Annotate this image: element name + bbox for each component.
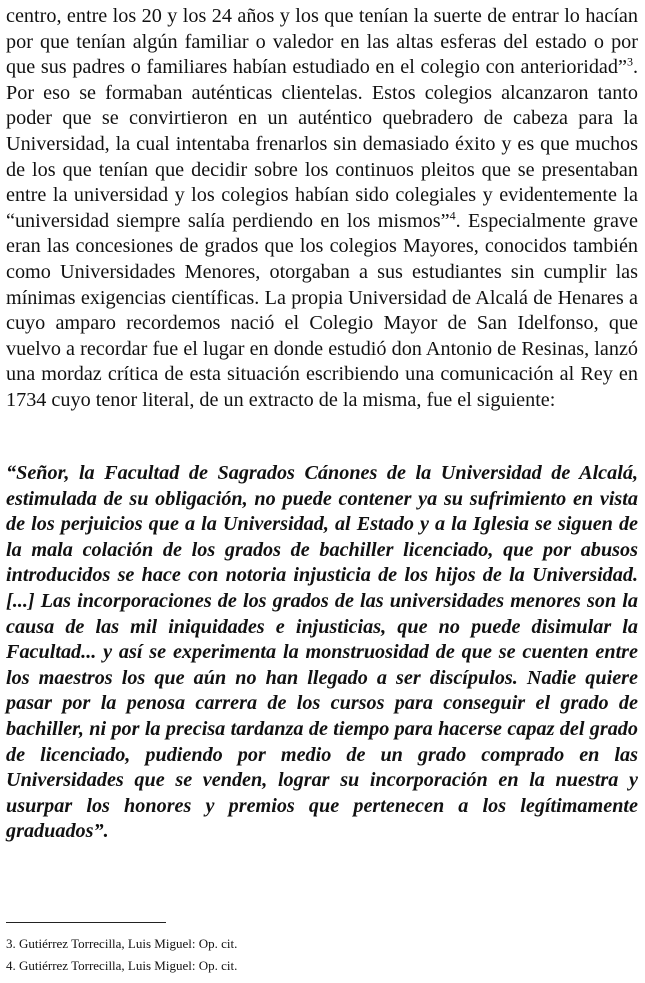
footnote-divider — [6, 922, 166, 923]
footnote-3: 3. Gutiérrez Torrecilla, Luis Miguel: Op. cit. — [6, 936, 238, 951]
body-text-c: . Especialmente grave eran las concesiones de grados que los colegios Mayores, conocidos también como Universidades Menores, otorgaban a sus estudiantes sin cumplir las mínimas exigencias científicas. La propia Universidad de Alcalá de Henares a cuyo amparo recordemos nació el Colegio Mayor de San Idelfonso, que vuelvo a recordar fue el lugar en donde estudió don Antonio de Resinas, lanzó una mordaz crítica de esta situación escribiendo una comunicación al Rey en 1734 cuyo tenor literal, de un extracto de la misma, fue el siguiente: — [6, 209, 638, 411]
footnote-4: 4. Gutiérrez Torrecilla, Luis Miguel: Op. cit. — [6, 958, 238, 973]
body-text-a: centro, entre los 20 y los 24 años y los que tenían la suerte de entrar lo hacían por que tenían algún familiar o valedor en las altas esferas del estado o por que sus padres o familiares habían estudiado en el colegio con anterioridad” — [6, 5, 638, 79]
block-quote: “Señor, la Facultad de Sagrados Cánones de la Universidad de Alcalá, estimulada de su obligación, no puede contener ya su sufrimiento en vista de los perjuicios que a la Universidad, al Estado y a la Iglesia se siguen de la mala colación de los grados de bachiller licenciado, que por abusos introducidos se hace con notoria injusticia de los hijos de la Universidad. [...] Las incorporaciones de los grados de las universidades menores son la causa de las mil iniquidades e injusticias, que no puede disimular la Facultad... y así se experimenta la monstruosidad de que se cuenten entre los maestros los que aún no han llegado a ser discípulos. Nadie quiere pasar por la penosa carrera de los cursos para conseguir el grado de bachiller, ni por la precisa tardanza de tiempo para hacerse capaz del grado de licenciado, pudiendo por medio de un grado comprado en las Universidades que se venden, lograr su incorporación en la nuestra y usurpar los honores y premios que pertenecen a los legítimamente graduados”. — [6, 462, 638, 843]
body-text-b: . Por eso se formaban auténticas clientelas. Estos colegios alcanzaron tanto poder que se convirtieron en un auténtico quebradero de cabeza para la Universidad, la cual intentaba frenarlos sin demasiado éxito y es que muchos de los que tenían que decidir sobre los continuos pleitos que se presentaban entre la universidad y los colegios habían sido colegiales y evidentemente la “universidad siempre salía perdiendo en los mismos” — [6, 56, 638, 232]
body-paragraph — [6, 4, 638, 414]
footnote-ref-3[interactable]: 3 — [626, 54, 633, 69]
footnote-ref-4[interactable]: 4 — [449, 208, 456, 223]
